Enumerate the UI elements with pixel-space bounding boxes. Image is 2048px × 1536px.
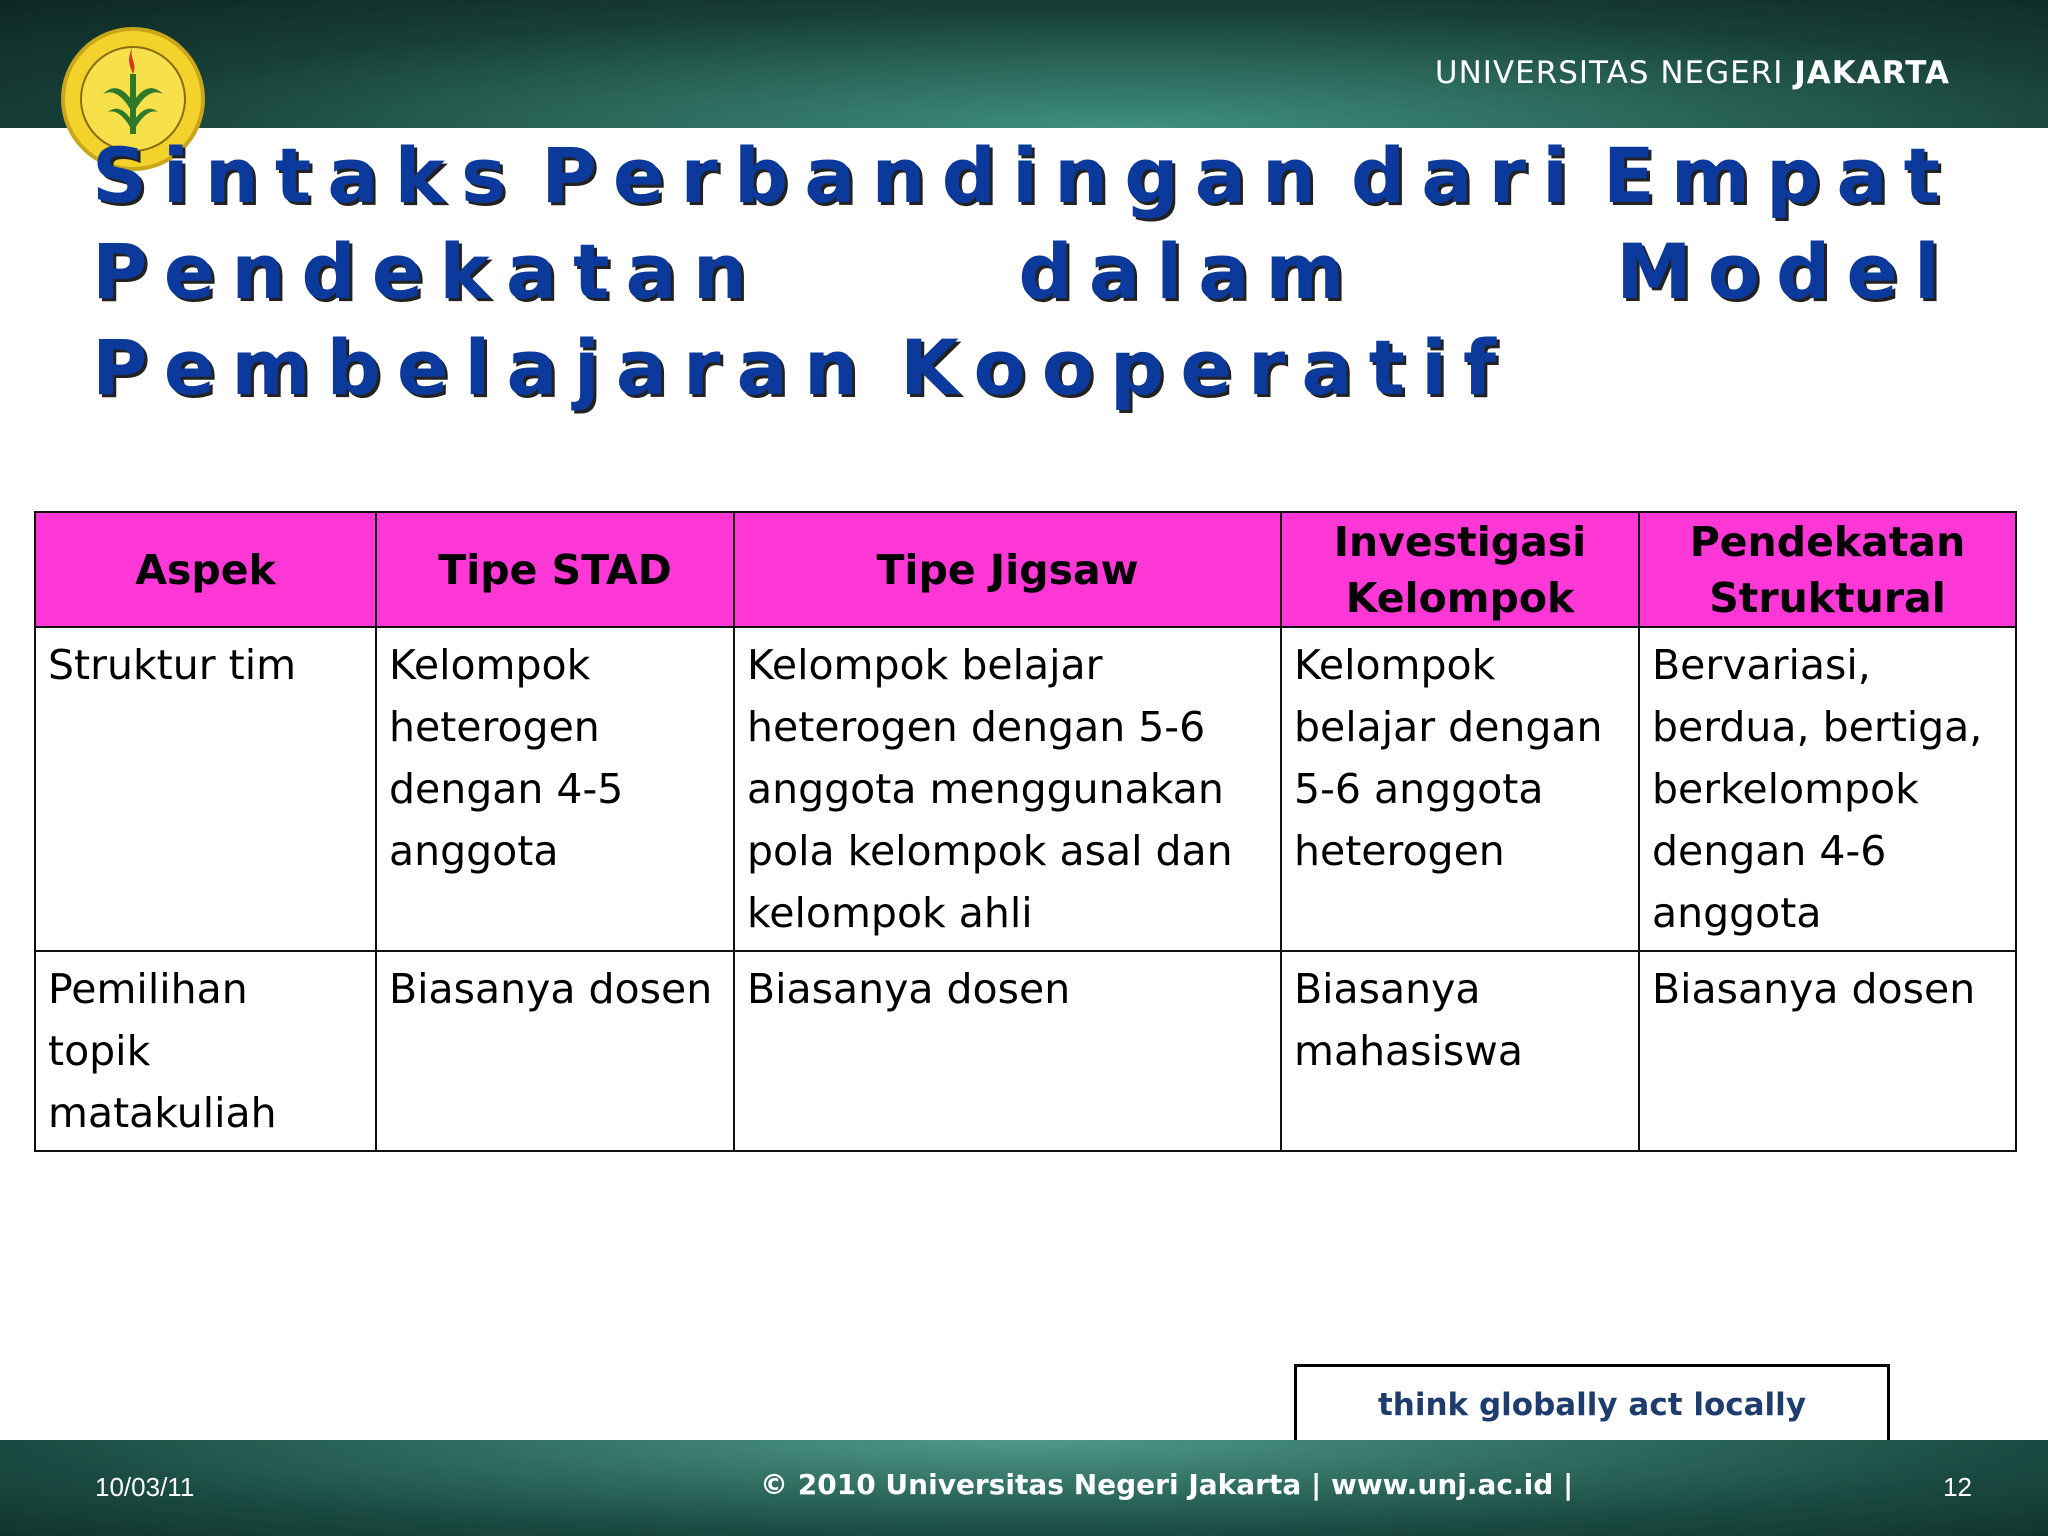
column-header: Investigasi Kelompok — [1281, 512, 1639, 627]
table-cell: Biasanya dosen — [734, 951, 1281, 1151]
title-word: dalam — [1018, 227, 1361, 316]
page-title — [92, 128, 1956, 416]
column-header: Tipe STAD — [376, 512, 734, 627]
table-row — [35, 951, 2016, 1151]
title-word: Perbandingan — [541, 131, 1332, 220]
comparison-table — [34, 511, 2017, 1152]
table-cell: Bervariasi, berdua, bertiga, berkelompok dengan 4-6 anggota — [1639, 627, 2016, 951]
table-cell: Biasanya mahasiswa — [1281, 951, 1639, 1151]
title-line-2 — [92, 224, 1956, 320]
title-word: Pembelajaran — [92, 323, 874, 412]
table-cell: Kelompok belajar heterogen dengan 5-6 anggota menggunakan pola kelompok asal dan kelompok ahli — [734, 627, 1281, 951]
page-number: 12 — [1943, 1472, 1972, 1502]
column-header: Aspek — [35, 512, 376, 627]
column-header: Tipe Jigsaw — [734, 512, 1281, 627]
table-cell: Struktur tim — [35, 627, 376, 951]
footer-copyright: © 2010 Universitas Negeri Jakarta | www.unj.ac.id | — [760, 1468, 1574, 1501]
title-word: Empat — [1602, 131, 1956, 220]
table-cell: Biasanya dosen — [376, 951, 734, 1151]
table-cell: Kelompok belajar dengan 5-6 anggota heterogen — [1281, 627, 1639, 951]
title-word: Sintaks — [92, 131, 523, 220]
title-word: dari — [1350, 131, 1585, 220]
title-line-1 — [92, 128, 1956, 224]
title-word: Model — [1616, 227, 1956, 316]
university-name: UNIVERSITAS NEGERI JAKARTA — [1434, 55, 1950, 91]
table-cell: Pemilihan topik matakuliah — [35, 951, 376, 1151]
motto-box: think globally act locally — [1294, 1364, 1890, 1446]
table-cell: Biasanya dosen — [1639, 951, 2016, 1151]
title-word: Kooperatif — [899, 323, 1513, 412]
title-line-3 — [92, 320, 1956, 416]
table-row — [35, 627, 2016, 951]
column-header: Pendekatan Struktural — [1639, 512, 2016, 627]
title-word: Pendekatan — [92, 227, 763, 316]
table-header-row — [35, 512, 2016, 627]
table-cell: Kelompok heterogen dengan 4-5 anggota — [376, 627, 734, 951]
footer-date: 10/03/11 — [95, 1472, 195, 1502]
